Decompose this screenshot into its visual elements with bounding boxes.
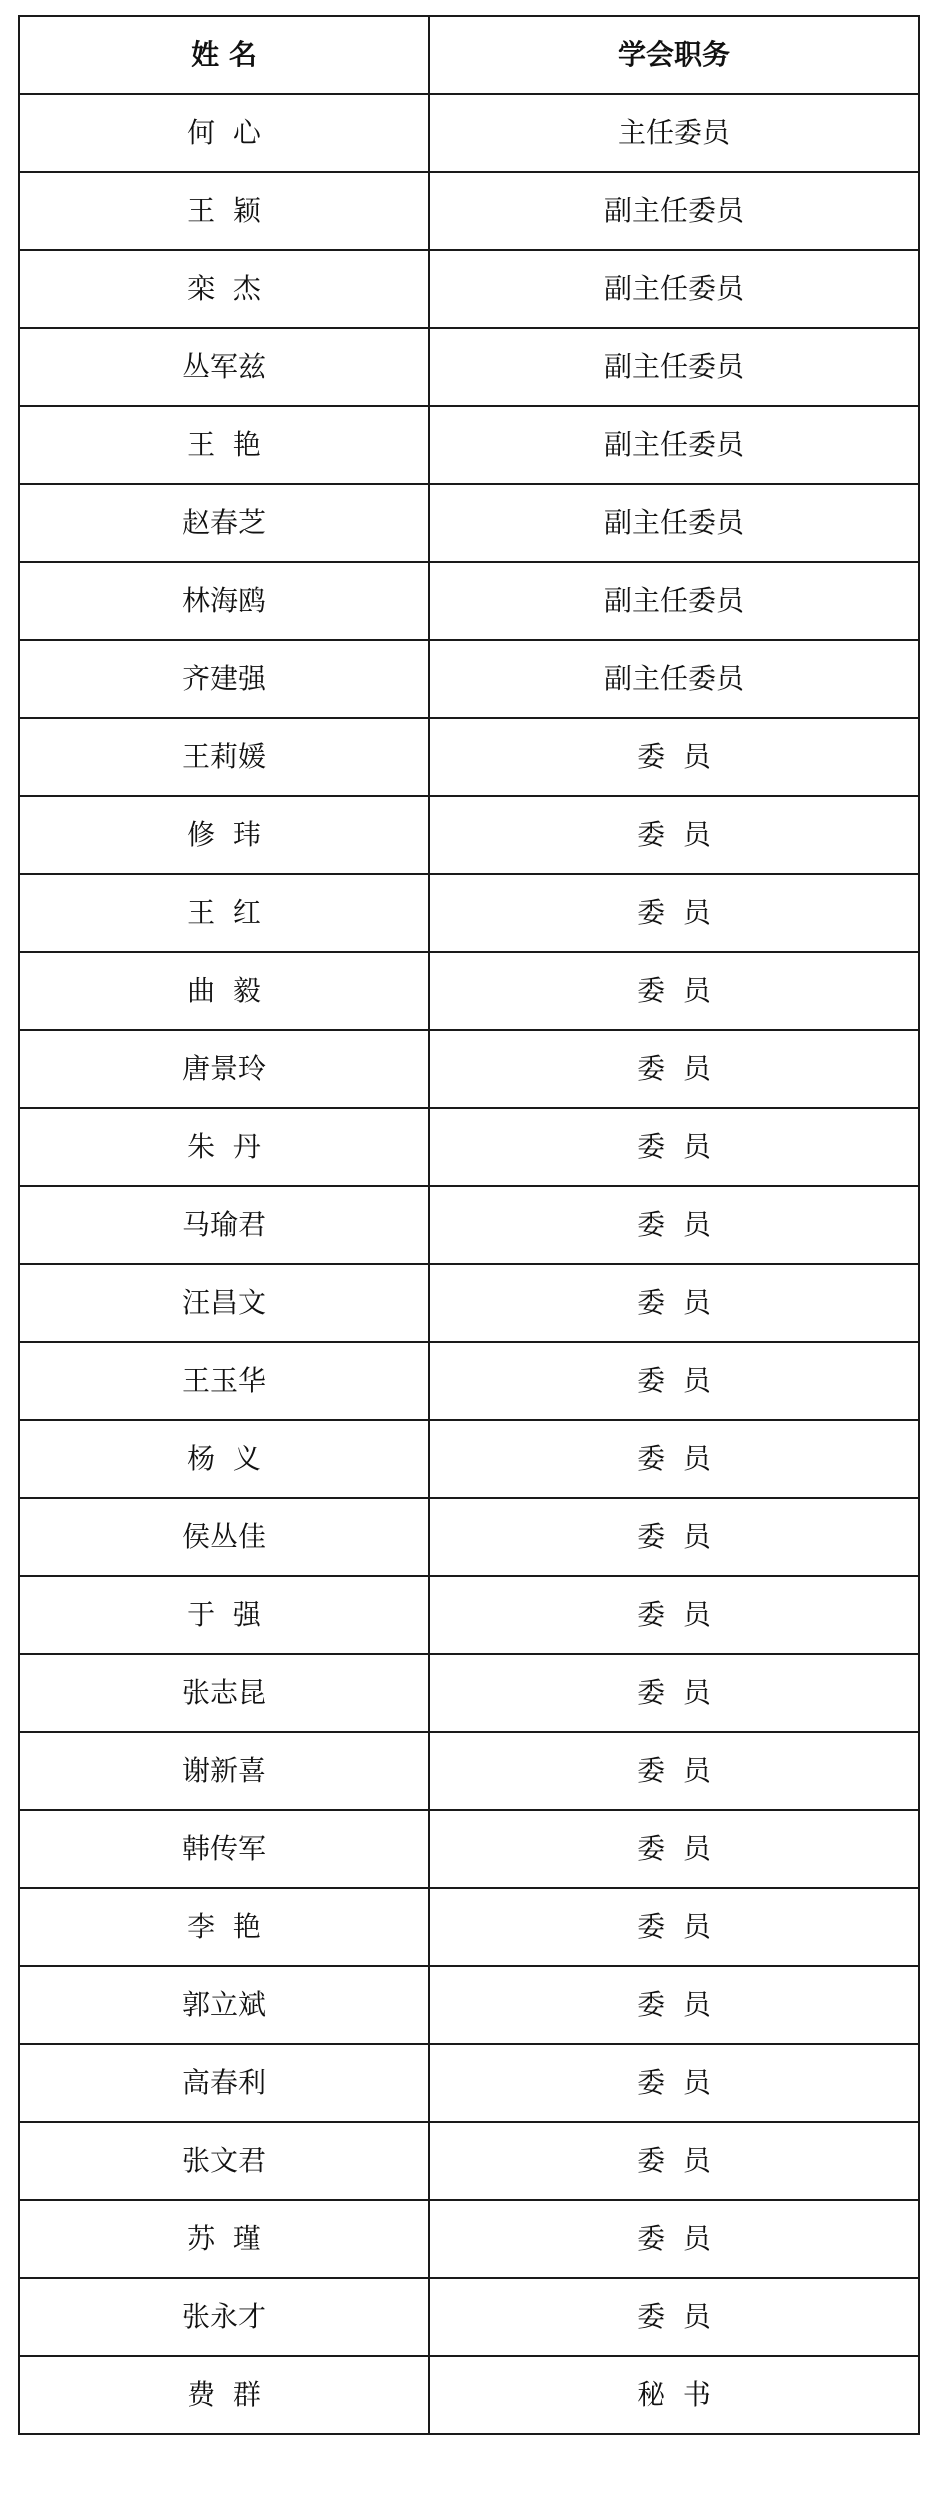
member-role-cell: 委 员 [429,1654,919,1732]
member-name-cell: 苏 瑾 [19,2200,429,2278]
table-header-row [19,16,919,94]
member-name-cell: 王 颖 [19,172,429,250]
table-row [19,1576,919,1654]
table-row [19,1264,919,1342]
table-row [19,1654,919,1732]
table-row [19,1030,919,1108]
member-role-cell: 副主任委员 [429,640,919,718]
member-role-cell: 委 员 [429,2044,919,2122]
member-role-cell: 副主任委员 [429,484,919,562]
member-role-cell: 委 员 [429,2278,919,2356]
member-name-cell: 杨 义 [19,1420,429,1498]
member-name-cell: 王 红 [19,874,429,952]
member-name-cell: 王玉华 [19,1342,429,1420]
member-table-wrapper [18,15,918,2435]
member-role-cell: 委 员 [429,1810,919,1888]
member-name-cell: 王莉媛 [19,718,429,796]
table-row [19,2200,919,2278]
table-row [19,328,919,406]
member-name-cell: 高春利 [19,2044,429,2122]
member-name-cell: 李 艳 [19,1888,429,1966]
table-row [19,1342,919,1420]
table-row [19,562,919,640]
member-name-cell: 侯丛佳 [19,1498,429,1576]
member-role-cell: 委 员 [429,1732,919,1810]
member-name-cell: 郭立斌 [19,1966,429,2044]
member-role-cell: 委 员 [429,1186,919,1264]
table-row [19,172,919,250]
member-name-cell: 谢新喜 [19,1732,429,1810]
member-name-cell: 唐景玲 [19,1030,429,1108]
member-role-cell: 副主任委员 [429,562,919,640]
table-row [19,94,919,172]
member-role-cell: 委 员 [429,1420,919,1498]
member-name-cell: 朱 丹 [19,1108,429,1186]
table-row [19,1420,919,1498]
member-name-cell: 修 玮 [19,796,429,874]
table-body [19,94,919,2434]
member-name-cell: 汪昌文 [19,1264,429,1342]
member-name-cell: 赵春芝 [19,484,429,562]
member-role-cell: 委 员 [429,1576,919,1654]
header-name: 姓 名 [19,16,429,94]
table-row [19,484,919,562]
member-role-cell: 副主任委员 [429,328,919,406]
table-row [19,1186,919,1264]
member-name-cell: 曲 毅 [19,952,429,1030]
member-name-cell: 王 艳 [19,406,429,484]
member-role-cell: 副主任委员 [429,406,919,484]
table-row [19,952,919,1030]
member-name-cell: 栾 杰 [19,250,429,328]
member-name-cell: 齐建强 [19,640,429,718]
table-row [19,2044,919,2122]
member-role-cell: 秘 书 [429,2356,919,2434]
member-role-cell: 委 员 [429,874,919,952]
member-name-cell: 马瑜君 [19,1186,429,1264]
member-role-cell: 委 员 [429,1888,919,1966]
member-role-cell: 委 员 [429,1966,919,2044]
member-role-cell: 委 员 [429,796,919,874]
member-name-cell: 张永才 [19,2278,429,2356]
table-row [19,1108,919,1186]
table-row [19,250,919,328]
table-row [19,1732,919,1810]
member-name-cell: 张志昆 [19,1654,429,1732]
member-role-cell: 主任委员 [429,94,919,172]
table-row [19,796,919,874]
member-role-cell: 委 员 [429,2200,919,2278]
member-role-cell: 委 员 [429,718,919,796]
header-role: 学会职务 [429,16,919,94]
table-row [19,1888,919,1966]
table-row [19,2122,919,2200]
table-row [19,874,919,952]
table-row [19,2278,919,2356]
table-row [19,718,919,796]
member-name-cell: 何 心 [19,94,429,172]
member-role-cell: 委 员 [429,1264,919,1342]
member-name-cell: 费 群 [19,2356,429,2434]
table-row [19,2356,919,2434]
member-name-cell: 于 强 [19,1576,429,1654]
member-name-cell: 韩传军 [19,1810,429,1888]
member-role-cell: 委 员 [429,1030,919,1108]
member-table [18,15,920,2435]
table-row [19,406,919,484]
member-role-cell: 委 员 [429,2122,919,2200]
member-role-cell: 副主任委员 [429,172,919,250]
member-role-cell: 委 员 [429,1498,919,1576]
member-role-cell: 委 员 [429,952,919,1030]
table-row [19,1966,919,2044]
table-row [19,1498,919,1576]
table-row [19,640,919,718]
table-row [19,1810,919,1888]
member-name-cell: 丛军兹 [19,328,429,406]
member-name-cell: 张文君 [19,2122,429,2200]
member-role-cell: 委 员 [429,1342,919,1420]
member-name-cell: 林海鸥 [19,562,429,640]
member-role-cell: 副主任委员 [429,250,919,328]
member-role-cell: 委 员 [429,1108,919,1186]
